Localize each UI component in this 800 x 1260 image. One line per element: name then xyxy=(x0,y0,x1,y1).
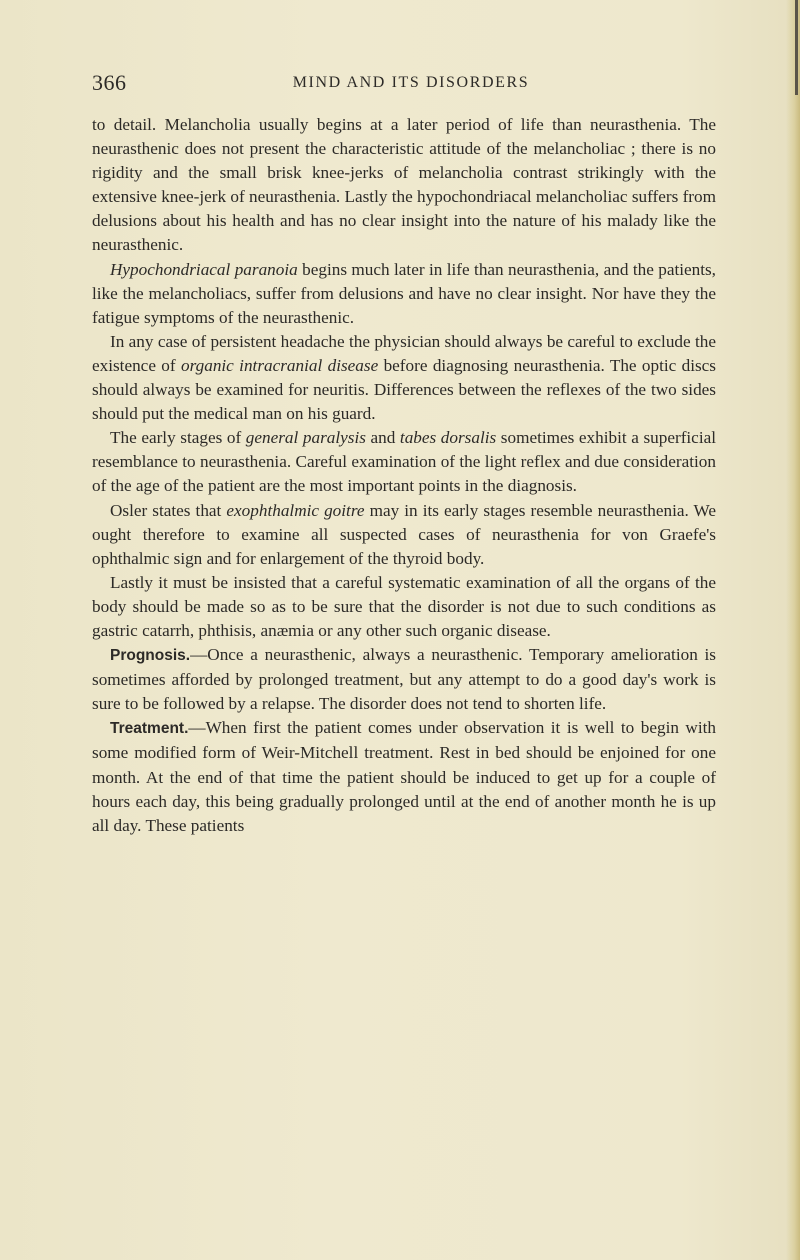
term-hypochondriacal-paranoia: Hypochondriacal paranoia xyxy=(110,259,298,279)
page-edge-shadow xyxy=(786,0,800,1260)
paragraph-melancholia: to detail. Melancholia usually begins at a later period of life than neurasthenia. The neurasthenic does not present the characteristic attitude of the melancholiac ; there is no rigidity and the small brisk knee-jerks of melancholia contrast strikingly with the extensive knee-jerk of neurasthenia. Lastly the hypochondriacal melancholiac suffers from delusions about his health and has no clear insight into the nature of his malady like the neurasthenic. xyxy=(92,115,716,255)
running-head: MIND AND ITS DISORDERS xyxy=(292,74,530,91)
paragraph-general-paralysis: The early stages of general paralysis and tabes dorsalis sometimes exhibit a superficial resemblance to neurasthenia. Careful examination of the light reflex and due consideration of the age of the patient are the most important points in the diagnosis. xyxy=(92,428,716,496)
term-general-paralysis: general paralysis xyxy=(245,428,366,448)
heading-prognosis: Prognosis. xyxy=(110,647,191,665)
term-exophthalmic-goitre: exophthalmic goitre xyxy=(226,500,365,520)
term-organic-intracranial-disease: organic intracranial disease xyxy=(180,355,379,375)
page-edge-mark xyxy=(795,0,798,95)
paragraph-systematic-examination: Lastly it must be insisted that a careful systematic examination of all the organs of the body should be made so as to be sure that the disorder is not due to such conditions as gastric catarrh, phthisis, anæmia or any other such organic disease. xyxy=(92,572,716,640)
page-header xyxy=(92,70,712,100)
paragraph-hypochondriacal-paranoia: Hypochondriacal paranoia begins much later in life than neurasthenia, and the patients, like the melancholiacs, suffer from delusions and have no clear insight. Nor have they the fatigue symptoms of the neurasthenic. xyxy=(92,259,716,327)
page-number: 366 xyxy=(92,70,127,95)
paragraph-headache: In any case of persistent headache the physician should always be careful to exclude the existence of organic intracranial disease before diagnosing neurasthenia. The optic discs should always be examined for neuritis. Differences between the reflexes of the two sides should put the medical man on his guard. xyxy=(92,331,716,424)
term-tabes-dorsalis: tabes dorsalis xyxy=(399,428,497,448)
paragraph-prognosis: Prognosis.—Once a neurasthenic, always a neurasthenic. Temporary amelioration is sometimes afforded by prolonged treatment, but any attempt to do a good day's work is sure to be followed by a relapse. The disorder does not tend to shorten life. xyxy=(92,645,716,714)
heading-treatment: Treatment. xyxy=(110,720,189,738)
paragraph-treatment: Treatment.—When first the patient comes under observation it is well to begin with some modified form of Weir-Mitchell treatment. Rest in bed should be enjoined for one month. At the end of that time the patient should be induced to get up for a couple of hours each day, this being gradually prolonged until at the end of another month he is up all day. These patients xyxy=(92,718,716,835)
paragraph-exophthalmic-goitre: Osler states that exophthalmic goitre may in its early stages resemble neurasthenia. We ought therefore to examine all suspected cases of neurasthenia for von Graefe's ophthalmic sign and for enlargement of the thyroid body. xyxy=(92,500,717,568)
body-text xyxy=(92,113,716,838)
